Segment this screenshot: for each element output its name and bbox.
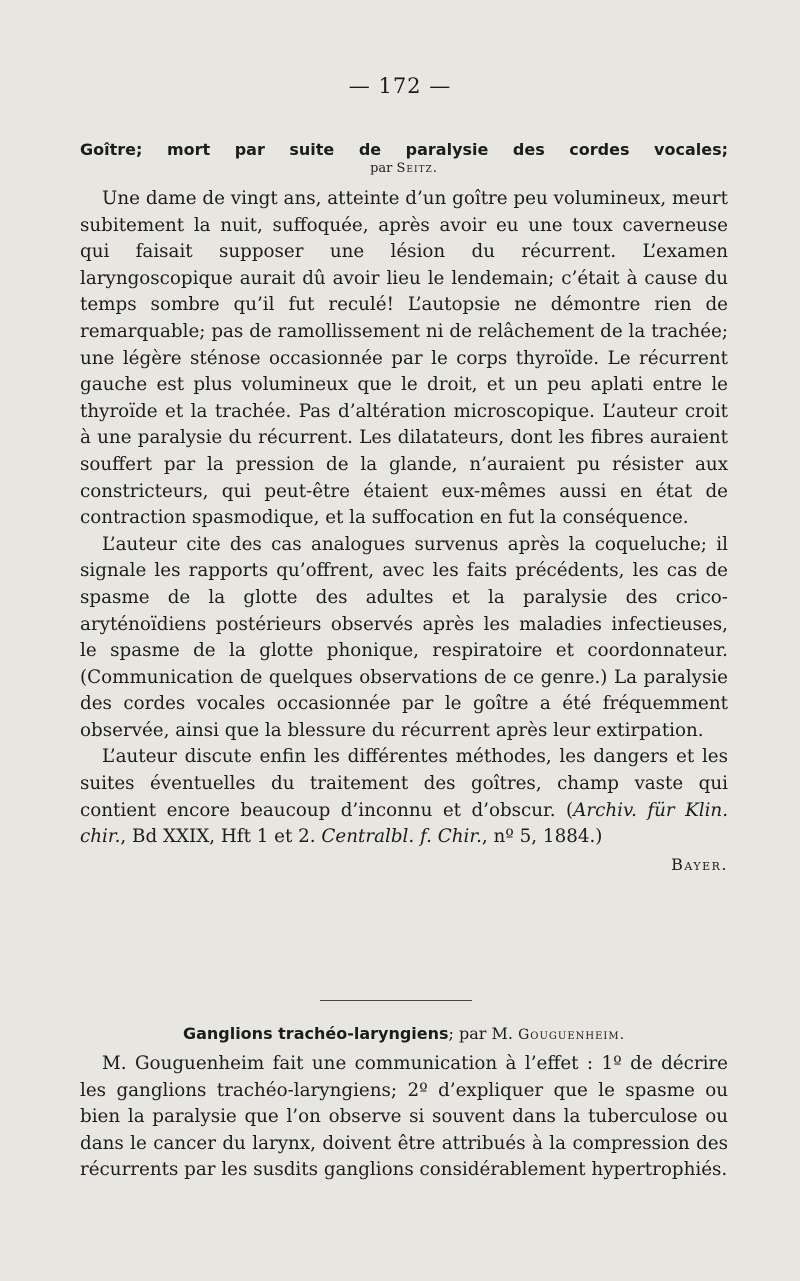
page-number: — 172 — xyxy=(348,74,452,98)
separator-rule xyxy=(320,1000,472,1001)
byline-author: Seitz. xyxy=(396,161,438,176)
citation-open: ( xyxy=(566,799,574,821)
citation-journal-2: Centralbl. f. Chir. xyxy=(321,826,482,848)
article-1-paragraph-2: L’auteur cite des cas analogues survenus après la coqueluche; il signale les rapports qu’offrent, avec les faits précédents, les cas de spasme de la glotte des adultes et la paralysie des crico-aryténoïdiens postérieurs observés après les maladies infectieuses, le spasme de la glotte phonique, respiratoire et coordonnateur. (Communication de quelques observations de ce genre.) La paralysie des cordes vocales occasionnée par le goître a été fréquemment observée, ainsi que la blessure du récurrent après leur extirpation. xyxy=(80,533,728,741)
article-1-paragraph-1: Une dame de vingt ans, atteinte d’un goître peu volumineux, meurt subitement la nuit, suffoquée, après avoir eu une toux caverneuse qui faisait supposer une lésion du récurrent. L’examen laryngoscopique aurait dû avoir lieu le lendemain; c’était à cause du temps sombre qu’il fut reculé! L’autopsie ne démontre rien de remarquable; pas de ramollissement ni de relâchement de la trachée; une légère sténose occasionnée par le corps thyroïde. Le récurrent gauche est plus volumineux que le droit, et un peu aplati entre le thyroïde et la trachée. Pas d’altération microscopique. L’auteur croit à une paralysie du récurrent. Les dilatateurs, dont les fibres auraient souffert par la pression de la glande, n’auraient pu résister aux constricteurs, qui peut-être étaient eux-mêmes aussi en état de contraction spasmodique, et la suffocation en fut la conséquence. xyxy=(80,188,728,529)
article-2-byline-prefix: ; par M. xyxy=(448,1024,514,1043)
article-1-title: Goître; mort par suite de paralysie des cordes vocales; xyxy=(80,140,728,159)
citation-journal-1: Archiv. für Klin. chir. xyxy=(80,799,729,848)
article-2-byline-author: Gouguenheim. xyxy=(518,1027,626,1043)
article-1-byline xyxy=(80,161,728,176)
byline-prefix: par xyxy=(370,161,393,176)
article-2-heading xyxy=(80,1024,728,1043)
article-1-paragraph-3 xyxy=(80,744,728,850)
article-2 xyxy=(80,1024,728,1184)
citation-rest: , nº 5, 1884.) xyxy=(481,826,603,848)
article-2-paragraph-1: M. Gouguenheim fait une communication à l’effet : 1º de décrire les ganglions trachéo-laryngiens; 2º d’expliquer que le spasme ou bien la paralysie que l’on observe si souvent dans la tuberculose ou dans le cancer du larynx, doivent être attribués à la compression des récurrents par les susdits ganglions considérablement hypertrophiés. xyxy=(80,1053,728,1181)
article-1 xyxy=(80,140,728,874)
signature: Bayer. xyxy=(671,854,728,874)
article-2-title: Ganglions trachéo-laryngiens xyxy=(182,1024,449,1043)
citation-volume: , Bd XXIX, Hft 1 et 2. xyxy=(120,826,322,848)
article-1-paragraph-3-text: L’auteur discute enfin les différentes méthodes, les dangers et les suites éventuelles du traitement des goîtres, champ vaste qui contient encore beaucoup d’inconnu et d’obscur. xyxy=(80,746,728,821)
